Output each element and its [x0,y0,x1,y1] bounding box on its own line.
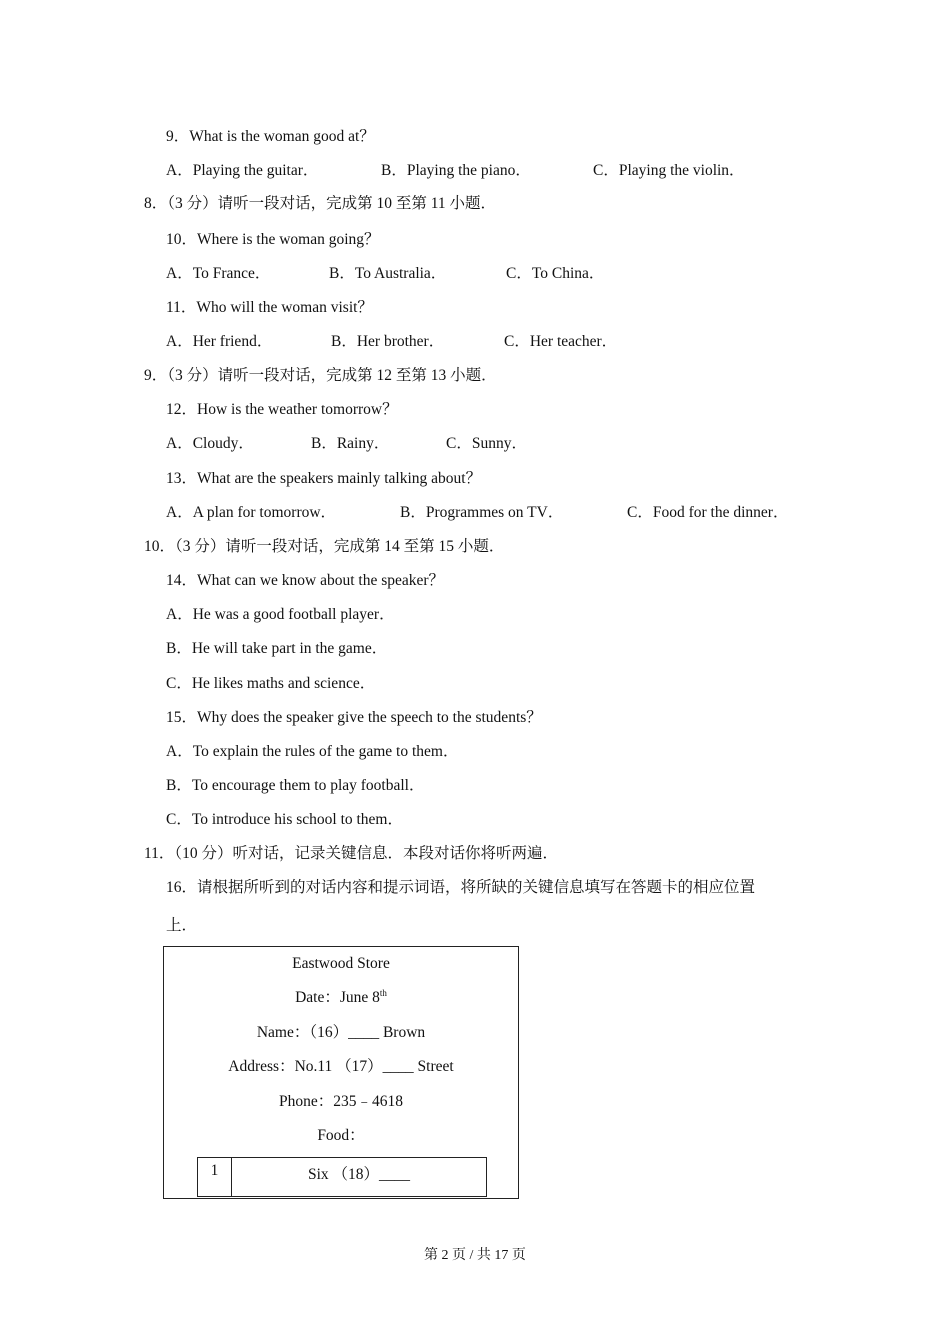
section-9-header: 9．（3 分）请听一段对话，完成第 12 至第 13 小题． [144,367,497,384]
question-14: 14．What can we know about the speaker？ [166,572,445,589]
option-9a: A．Playing the guitar． [166,162,319,179]
question-16-line1: 16．请根据所听到的对话内容和提示词语，将所缺的关键信息填写在答题卡的相应位置 [166,879,756,896]
question-13: 13．What are the speakers mainly talking about？ [166,470,482,487]
option-11b: B．Her brother． [331,333,445,350]
food-table [197,1157,487,1197]
option-15c: C．To introduce his school to them． [166,811,403,828]
option-14c: C．He likes maths and science． [166,675,376,692]
option-14b: B．He will take part in the game． [166,640,388,657]
option-10a: A．To France． [166,265,271,282]
store-title: Eastwood Store [292,955,390,972]
question-10: 10．Where is the woman going？ [166,231,380,248]
store-date [164,988,518,1008]
store-food-label: Food： [317,1127,365,1144]
store-form [163,946,519,1199]
option-14a: A．He was a good football player． [166,606,395,623]
store-date-suffix: th [379,987,387,998]
option-13b: B．Programmes on TV． [400,504,564,521]
section-8-header: 8．（3 分）请听一段对话，完成第 10 至第 11 小题． [144,195,497,212]
option-10b: B．To Australia． [329,265,447,282]
option-11a: A．Her friend． [166,333,273,350]
section-11-header: 11．（10 分）听对话，记录关键信息．本段对话你将听两遍． [144,845,559,862]
question-9: 9．What is the woman good at？ [166,128,375,145]
food-row-number: 1 [198,1158,232,1196]
option-12b: B．Rainy． [311,435,390,452]
store-date-text: Date：June 8 [295,989,380,1006]
option-11c: C．Her teacher． [504,333,618,350]
option-12c: C．Sunny． [446,435,527,452]
option-15a: A．To explain the rules of the game to them． [166,743,459,760]
option-9c: C．Playing the violin． [593,162,745,179]
store-address-field: Address：No.11 （17）____ Street [228,1058,454,1075]
store-phone: Phone：235﹣4618 [278,1093,403,1110]
question-11: 11．Who will the woman visit？ [166,299,373,316]
food-row-item: Six （18）____ [307,1166,411,1183]
question-15: 15．Why does the speaker give the speech to the students？ [166,709,542,726]
option-13c: C．Food for the dinner． [627,504,789,521]
option-15b: B．To encourage them to play football． [166,777,425,794]
option-12a: A．Cloudy． [166,435,254,452]
section-10-header: 10．（3 分）请听一段对话，完成第 14 至第 15 小题． [144,538,505,555]
question-12: 12．How is the weather tomorrow？ [166,401,398,418]
question-16-line2: 上． [166,917,198,934]
page-footer: 第 2 页 / 共 17 页 [424,1248,526,1263]
store-name-field: Name：（16）____ Brown [256,1024,426,1041]
option-9b: B．Playing the piano． [381,162,531,179]
option-10c: C．To China． [506,265,605,282]
option-13a: A．A plan for tomorrow． [166,504,337,521]
